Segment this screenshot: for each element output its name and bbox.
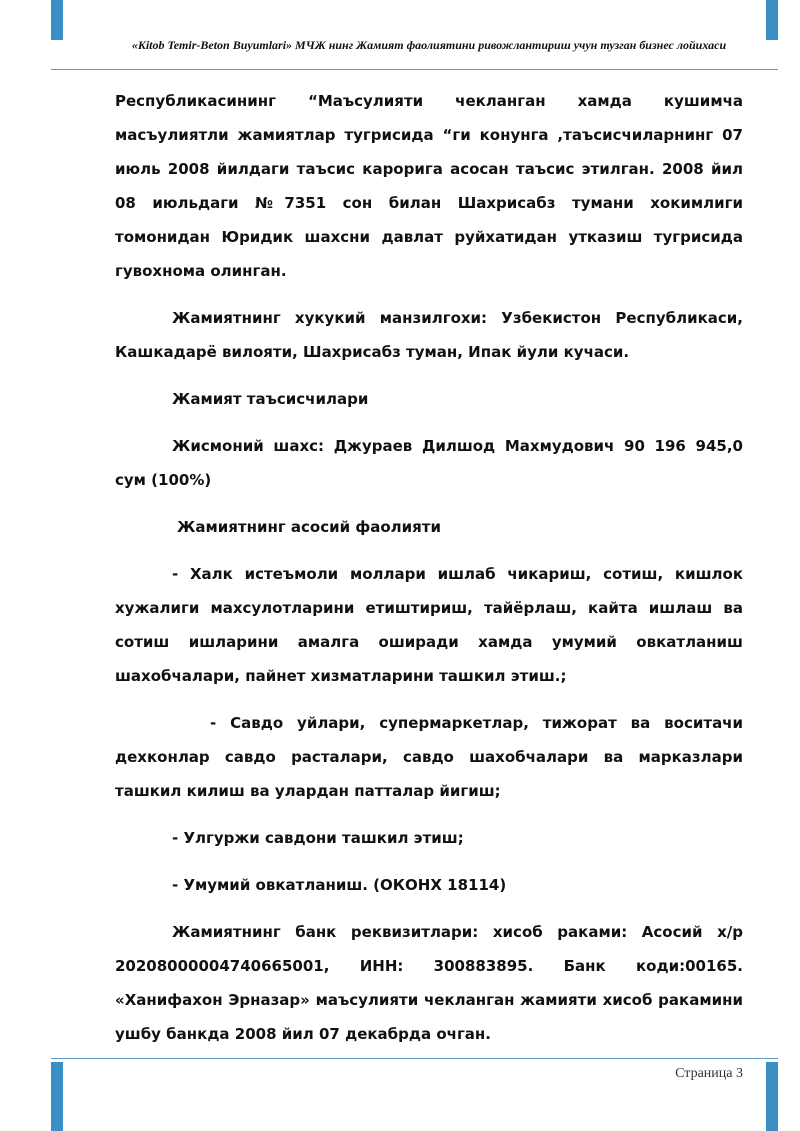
footer-accent-bar-right [766,1062,778,1131]
footer-divider [51,1058,778,1059]
heading-main-activity: Жамиятнинг асосий фаолияти [177,518,441,536]
activity-item-catering: - Умумий овкатланиш. (ОКОНХ 18114) [172,876,507,894]
activity-item-wholesale: - Улгуржи савдони ташкил этиш; [172,829,464,847]
header-divider [51,69,778,70]
paragraph-founder-individual: Жисмоний шахс: Джураев Дилшод Махмудович 90 196 945,0 сум (100%) [115,437,743,489]
header-accent-bar-left [51,0,63,40]
paragraph-legal-address: Жамиятнинг хукукий манзилгохи: Узбекистон Республикаси, Кашкадарё вилояти, Шахрисабз туман, Ипак йули кучаси. [115,309,743,361]
page-header: «Kitob Temir-Beton Buyumlari» МЧЖ нинг Жамият фаолиятини ривожлантириш учун тузган бизнес лойихаси [131,38,727,52]
paragraph-bank-details: Жамиятнинг банк реквизитлари: хисоб раками: Асосий х/р 20208000004740665001, ИНН: 300883895. Банк коди:00165. «Ханифахон Эрназар» маъсулияти чекланган жамияти хисоб ракамини ушбу банкда 2008 йил 07 декабрда очган. [115,923,743,1043]
paragraph-registration: Республикасининг “Маъсулияти чекланган хамда кушимча масъулиятли жамиятлар тугрисида “ги конунга ,таъсисчиларнинг 07 июль 2008 йилдаги таъсис карорига асосан таъсис этилган. 2008 йил 08 июльдаги №7351 сон билан Шахрисабз тумани хокимлиги томонидан Юридик шахсни давлат руйхатидан утказиш тугрисида гувохнома олинган. [115,92,743,280]
header-accent-bar-right [766,0,778,40]
activity-item-trade-houses: - Савдо уйлари, супермаркетлар, тижорат ва воситачи дехконлар савдо расталари, савдо шахобчалари ва марказлари ташкил килиш ва улардан патталар йигиш; [115,714,743,800]
activity-item-consumer-goods: - Халк истеъмоли моллари ишлаб чикариш, сотиш, кишлок хужалиги махсулотларини етиштириш, тайёрлаш, кайта ишлаш ва сотиш ишларини амалга оширади хамда умумий овкатланиш шахобчалари, пайнет хизматларини ташкил этиш.; [115,565,743,685]
heading-founders: Жамият таъсисчилари [172,390,369,408]
document-body [115,84,743,1051]
footer-accent-bar-left [51,1062,63,1131]
page-number: Страница 3 [675,1066,743,1081]
